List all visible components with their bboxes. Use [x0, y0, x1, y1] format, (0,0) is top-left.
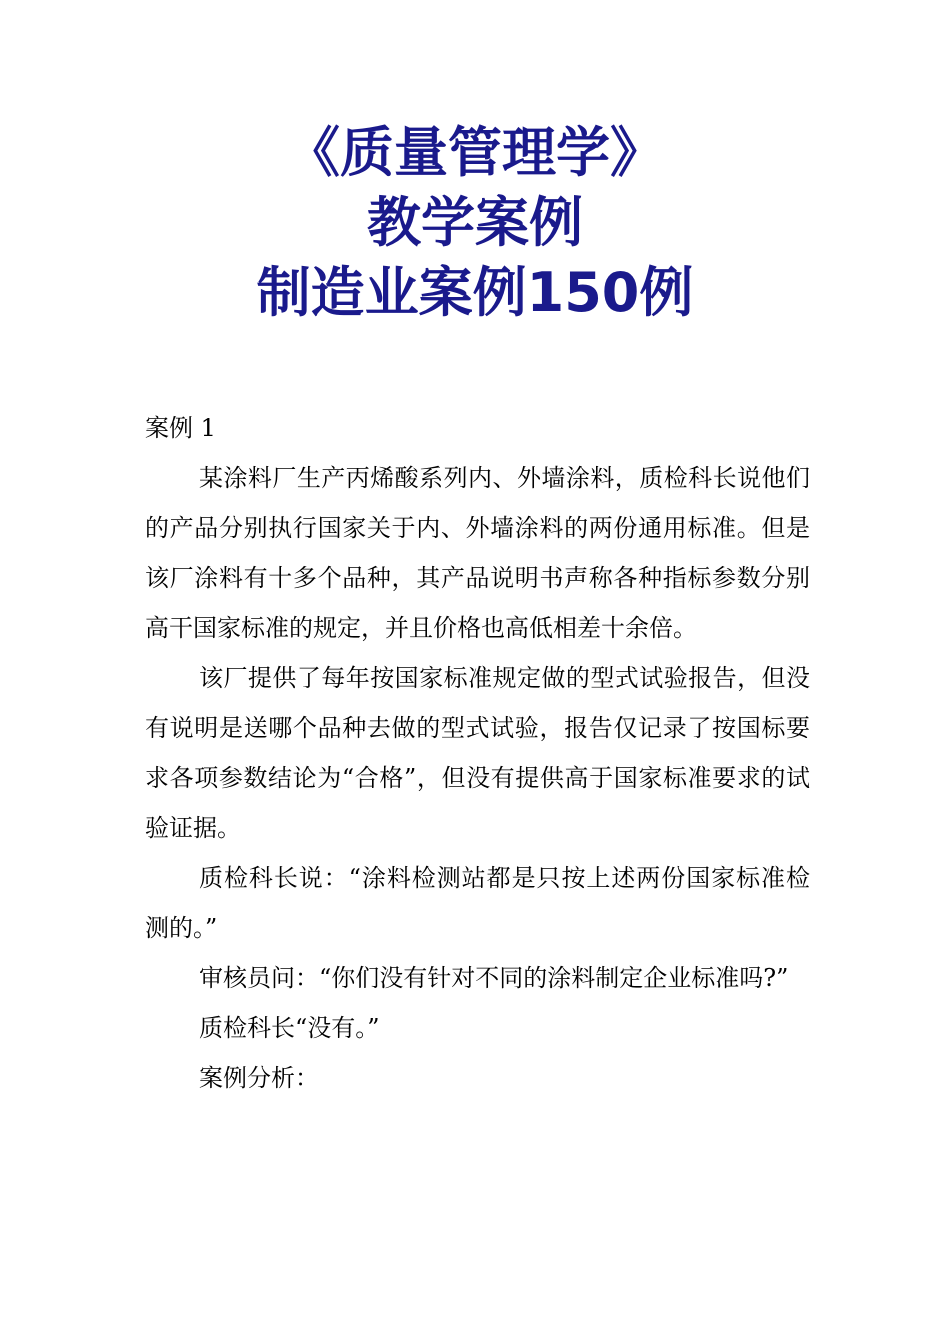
case-paragraph: 质检科长“没有。”	[199, 1014, 380, 1042]
case-paragraph: 审核员问：“你们没有针对不同的涂料制定企业标准吗?”	[199, 964, 789, 992]
case-heading: 案例 1	[145, 414, 216, 442]
case-body	[145, 403, 810, 1103]
case-paragraph: 质检科长说：“涂料检测站都是只按上述两份国家标准检测的。”	[145, 864, 810, 942]
document-title-line-3: 制造业案例150例	[256, 261, 694, 324]
document-title-line-1: 《质量管理学》	[286, 121, 664, 184]
case-paragraph: 某涂料厂生产丙烯酸系列内、外墙涂料，质检科长说他们的产品分别执行国家关于内、外墙涂料的两份通用标准。但是该厂涂料有十多个品种，其产品说明书声称各种指标参数分别高干国家标准的规定，并且价格也高低相差十余倍。	[145, 464, 810, 642]
case-analysis-heading: 案例分析：	[199, 1064, 319, 1092]
case-paragraph: 该厂提供了每年按国家标准规定做的型式试验报告，但没有说明是送哪个品种去做的型式试验，报告仅记录了按国标要求各项参数结论为“合格”，但没有提供高于国家标准要求的试验证据。	[145, 664, 810, 842]
document-title-line-2: 教学案例	[367, 191, 583, 254]
title-block	[0, 118, 950, 328]
